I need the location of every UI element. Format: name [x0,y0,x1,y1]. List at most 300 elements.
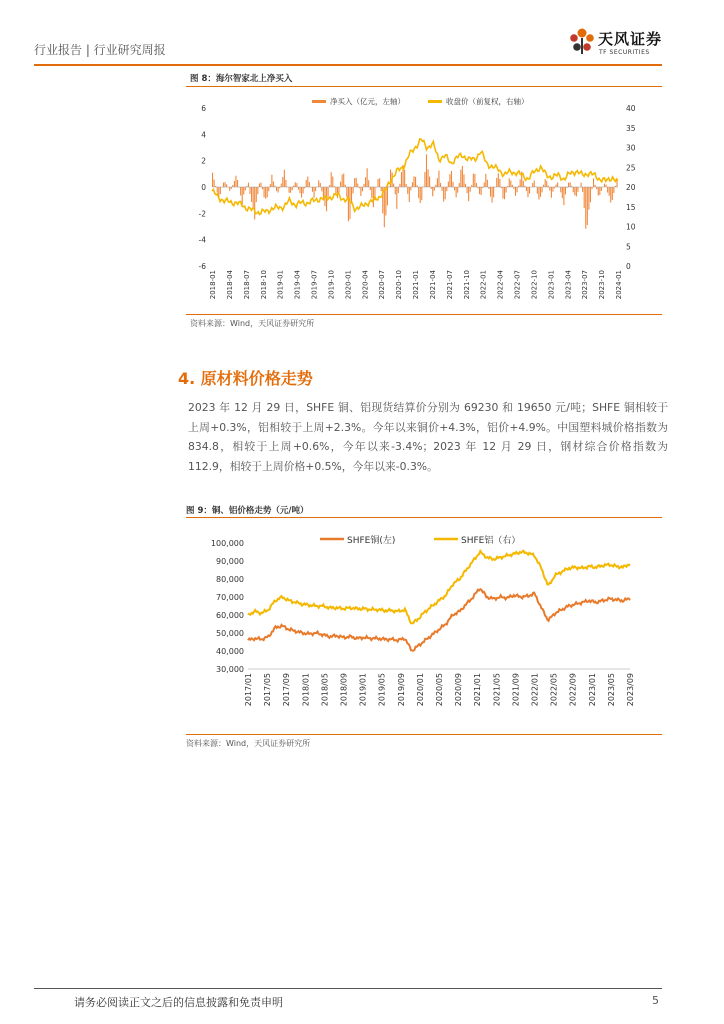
x-axis-tick-label: 2018/05 [320,673,330,707]
netbuy-bar [368,180,369,187]
netbuy-bar [249,187,250,194]
netbuy-bar [289,187,290,193]
netbuy-bar [242,187,243,205]
netbuy-bar [345,185,346,187]
x-axis-tick-label: 2022-10 [530,270,539,300]
netbuy-bar [551,187,552,198]
netbuy-bar [512,185,513,187]
netbuy-bar [451,171,452,187]
aluminum-price-line [248,551,630,624]
netbuy-bar [465,184,466,187]
x-axis-tick-label: 2020/05 [435,673,444,707]
netbuy-bar [363,184,364,187]
x-axis-tick-label: 2024-01 [615,270,623,300]
netbuy-bar [371,187,372,198]
netbuy-bar [493,187,494,197]
netbuy-bar [370,187,371,190]
netbuy-bar [463,174,464,187]
netbuy-bar [262,187,263,189]
left-axis-tick-label: 4 [201,130,206,140]
netbuy-bar [292,187,293,190]
netbuy-bar [299,187,300,193]
header-divider [34,64,662,66]
netbuy-bar [487,180,488,187]
y-axis-tick-label: 100,000 [210,539,244,548]
netbuy-bar [581,183,582,187]
netbuy-bar [243,187,244,194]
left-axis-tick-label: -2 [198,209,206,219]
netbuy-bar [234,181,235,187]
x-axis-tick-label: 2021-07 [445,270,454,300]
netbuy-bar [446,187,447,191]
netbuy-bar [427,169,428,187]
y-axis-tick-label: 90,000 [216,557,244,566]
x-axis-tick-label: 2018/01 [301,673,311,707]
netbuy-bar [484,182,485,187]
netbuy-bar [540,187,541,197]
left-axis-tick-label: 6 [201,104,206,113]
legend-netbuy-label: 净买入（亿元，左轴） [330,97,405,106]
x-axis-tick-label: 2020-07 [378,270,387,300]
netbuy-bar [378,179,379,187]
netbuy-bar [318,180,319,187]
netbuy-bar [562,187,563,198]
netbuy-bar [329,185,330,187]
x-axis-tick-label: 2022/05 [549,673,559,707]
netbuy-bar [448,181,449,187]
x-axis-tick-label: 2019-07 [310,270,319,300]
netbuy-bar [237,180,238,187]
netbuy-bar [517,187,518,192]
netbuy-bar [296,183,297,187]
netbuy-bar [434,187,435,191]
netbuy-bar [563,187,564,205]
netbuy-bar [470,187,471,192]
netbuy-bar [365,177,366,187]
netbuy-bar [479,187,480,194]
netbuy-bar [362,187,363,191]
netbuy-bar [256,187,257,202]
netbuy-bar [588,187,589,210]
legend-aluminum-label: SHFE铝（右） [461,536,521,546]
x-axis-tick-label: 2023-04 [564,270,573,300]
netbuy-bar [271,175,272,187]
netbuy-bar [546,181,547,187]
netbuy-bar [251,187,252,202]
x-axis-tick-label: 2022-04 [496,270,505,300]
figure8-top-rule [186,86,662,87]
netbuy-bar [278,187,279,192]
netbuy-bar [267,187,268,197]
netbuy-bar [223,183,224,187]
x-axis-tick-label: 2018-07 [242,270,251,300]
x-axis-tick-label: 2018-04 [225,270,234,300]
netbuy-bar [214,180,215,187]
netbuy-bar [340,182,341,187]
figure9-bottom-rule [186,734,662,735]
netbuy-bar [591,187,592,189]
netbuy-bar [395,187,396,194]
netbuy-bar [481,187,482,195]
netbuy-bar [335,187,336,194]
netbuy-bar [596,187,597,189]
x-axis-tick-label: 2023-01 [547,270,556,300]
netbuy-bar [490,187,491,197]
netbuy-bar [467,187,468,193]
right-axis-tick-label: 15 [626,202,636,212]
x-axis-tick-label: 2019-01 [276,270,285,300]
netbuy-bar [360,187,361,196]
netbuy-bar [595,185,596,187]
netbuy-bar [545,179,546,187]
netbuy-bar [527,187,528,197]
section-paragraph: 2023 年 12 月 29 日，SHFE 铜、铝现货结算价分别为 69230 和 19650 元/吨；SHFE 铜相较于上周+0.3%，铝相较于上周+2.3%。今年以来铜价+4.3%，铝价+4.9%。中国塑料城价格指数为 834.8，相较于上周+0.6%，今年以来-3.4%；2023 年 12 月 29 日，钢材综合价格指数为 112.9，相较于上周价格+0.5%，今年以来-0.3%。 [188,401,668,473]
netbuy-bar [385,187,386,216]
x-axis-tick-label: 2017/09 [282,673,292,707]
x-axis-tick-label: 2018-10 [259,270,268,300]
x-axis-tick-label: 2021/09 [511,673,521,707]
left-axis-tick-label: 2 [201,156,206,166]
y-axis-tick-label: 80,000 [216,575,244,584]
netbuy-bar [303,187,304,193]
netbuy-bar [435,185,436,187]
x-axis-tick-label: 2023/09 [626,673,635,707]
netbuy-bar [593,178,594,187]
netbuy-bar [418,187,419,198]
footer-divider [34,988,662,989]
netbuy-bar [549,187,550,191]
netbuy-bar [281,184,282,187]
x-axis-tick-label: 2019/01 [358,673,368,707]
x-axis-tick-label: 2022/09 [568,673,578,707]
left-axis-tick-label: -6 [198,262,206,271]
netbuy-bar [440,183,441,187]
right-axis-tick-label: 30 [626,143,636,153]
x-axis-tick-label: 2017/05 [263,673,273,707]
netbuy-bar [438,171,439,187]
x-axis-tick-label: 2020-01 [344,270,353,300]
netbuy-bar [265,187,266,199]
netbuy-bar [537,187,538,194]
netbuy-bar [273,181,274,187]
netbuy-bar [612,187,613,200]
x-axis-tick-label: 2022/01 [530,673,540,707]
netbuy-bar [442,187,443,191]
netbuy-bar [473,174,474,187]
netbuy-bar [253,187,254,209]
netbuy-bar [445,187,446,199]
y-axis-tick-label: 50,000 [216,629,244,638]
netbuy-bar [520,179,521,187]
netbuy-bar [474,174,475,187]
netbuy-bar [290,187,291,193]
netbuy-bar [568,183,569,187]
left-axis-tick-label: -4 [198,235,206,245]
netbuy-bar [476,183,477,187]
netbuy-bar [574,187,575,195]
x-axis-tick-label: 2021-01 [412,270,420,300]
report-header: 行业报告 | 行业研究周报 [34,43,166,57]
disclaimer-text: 请务必阅读正文之后的信息披露和免责申明 [74,996,283,1009]
netbuy-bar [306,180,307,187]
netbuy-bar [449,174,450,187]
netbuy-bar [454,187,455,190]
netbuy-bar [295,182,296,187]
right-axis-tick-label: 0 [626,262,631,271]
netbuy-bar [576,187,577,196]
netbuy-bar [298,187,299,190]
netbuy-bar [240,187,241,195]
price-line [212,139,618,215]
netbuy-bar [285,180,286,187]
netbuy-bar [529,187,530,194]
netbuy-bar [462,166,463,187]
netbuy-bar [610,187,611,203]
x-axis-tick-label: 2021/01 [473,673,483,707]
netbuy-bar [502,187,503,199]
netbuy-bar [498,173,499,187]
netbuy-bar [410,187,411,190]
page-number: 5 [652,994,659,1007]
netbuy-bar [541,187,542,192]
netbuy-bar [560,187,561,192]
netbuy-bar [492,187,493,203]
x-axis-tick-label: 2020-04 [361,270,370,300]
x-axis-tick-label: 2023-07 [581,270,590,300]
netbuy-bar [413,176,414,187]
netbuy-bar [406,184,407,187]
netbuy-bar [496,178,497,187]
x-axis-tick-label: 2020/01 [415,673,425,707]
netbuy-bar [320,183,321,187]
netbuy-bar [212,173,213,187]
copper-price-line [248,589,630,651]
netbuy-bar [307,177,308,187]
netbuy-bar [393,184,394,187]
x-axis-tick-label: 2021-04 [428,270,437,300]
netbuy-bar [459,183,460,187]
netbuy-bar [456,187,457,197]
netbuy-bar [248,183,249,187]
netbuy-bar [526,187,527,191]
x-axis-tick-label: 2021-10 [462,270,471,300]
figure8-title: 图 8：海尔智家北上净买入 [190,74,293,84]
x-axis-tick-label: 2019/05 [377,673,387,707]
netbuy-bar [590,187,591,202]
right-axis-tick-label: 10 [626,222,636,232]
legend-netbuy-swatch [312,100,326,103]
netbuy-bar [338,187,339,193]
netbuy-bar [217,187,218,193]
netbuy-bar [412,182,413,187]
netbuy-bar [515,187,516,196]
x-axis-tick-label: 2019-04 [293,270,302,300]
netbuy-bar [509,178,510,187]
netbuy-bar [224,182,225,187]
y-axis-tick-label: 70,000 [216,593,244,602]
netbuy-bar [357,184,358,187]
netbuy-bar [232,185,233,187]
netbuy-bar [314,187,315,198]
netbuy-bar [301,187,302,198]
figure9-top-rule [186,517,662,518]
netbuy-bar [601,187,602,191]
netbuy-bar [260,183,261,187]
netbuy-bar [398,187,399,193]
figure8-chart [186,90,662,312]
netbuy-bar [457,187,458,193]
logo-name-en: TF SECURITIES [599,49,650,56]
netbuy-bar [538,187,539,199]
section-title: 4. 原材料价格走势 [178,369,313,388]
netbuy-bar [557,182,558,187]
netbuy-bar [343,174,344,187]
netbuy-bar [315,187,316,191]
netbuy-bar [332,177,333,187]
netbuy-bar [584,187,585,208]
netbuy-bar [312,187,313,192]
netbuy-bar [432,187,433,196]
netbuy-bar [353,187,354,193]
netbuy-bar [309,182,310,187]
right-axis-tick-label: 25 [626,163,636,173]
figure9-title: 图 9：铜、铝价格走势（元/吨） [186,506,309,516]
netbuy-bar [552,187,553,192]
x-axis-tick-label: 2020/09 [454,673,464,707]
right-axis-tick-label: 5 [626,242,631,252]
netbuy-bar [577,187,578,192]
netbuy-bar [354,178,355,187]
netbuy-bar [460,170,461,187]
netbuy-bar [348,187,349,221]
x-axis-tick-label: 2018/09 [339,673,349,707]
right-axis-tick-label: 20 [626,183,636,192]
netbuy-bar [245,187,246,190]
netbuy-bar [270,184,271,187]
netbuy-bar [437,178,438,187]
netbuy-bar [504,187,505,199]
netbuy-bar [235,176,236,187]
netbuy-bar [379,178,380,187]
netbuy-bar [254,187,255,219]
netbuy-bar [420,187,421,203]
netbuy-bar [510,181,511,187]
netbuy-bar [452,182,453,187]
netbuy-bar [587,187,588,225]
netbuy-bar [409,187,410,202]
netbuy-bar [523,181,524,187]
netbuy-bar [607,187,608,193]
netbuy-bar [229,187,230,191]
figure9-chart [186,521,662,731]
netbuy-bar [582,187,583,192]
x-axis-tick-label: 2022-01 [479,270,488,300]
netbuy-bar [399,184,400,187]
netbuy-bar [396,187,397,209]
netbuy-bar [604,184,605,187]
netbuy-bar [384,187,385,227]
figure8-bottom-rule [186,314,662,315]
y-axis-tick-label: 40,000 [216,647,244,656]
netbuy-bar [609,187,610,196]
netbuy-bar [613,187,614,193]
netbuy-bar [570,182,571,187]
netbuy-bar [346,187,347,197]
netbuy-bar [606,185,607,187]
netbuy-bar [556,184,557,187]
x-axis-tick-label: 2023-10 [598,270,607,300]
netbuy-bar [351,187,352,204]
netbuy-bar [532,183,533,187]
netbuy-bar [426,154,427,187]
flower-logo-icon [568,24,596,60]
netbuy-bar [276,187,277,191]
netbuy-bar [485,174,486,187]
netbuy-bar [415,177,416,187]
netbuy-bar [220,187,221,194]
company-logo [568,24,668,62]
netbuy-bar [381,187,382,191]
x-axis-tick-label: 2018-01 [209,270,217,300]
x-axis-tick-label: 2019-10 [327,270,336,300]
netbuy-bar [328,187,329,198]
x-axis-tick-label: 2020-10 [395,270,404,300]
netbuy-bar [342,175,343,187]
netbuy-bar [407,187,408,194]
netbuy-bar [321,187,322,191]
left-axis-tick-label: 0 [201,183,206,192]
netbuy-bar [257,187,258,194]
netbuy-bar [404,170,405,187]
netbuy-bar [573,187,574,192]
netbuy-bar [585,187,586,229]
netbuy-bar [616,180,617,187]
netbuy-bar [506,187,507,193]
right-axis-tick-label: 35 [626,123,636,133]
netbuy-bar [282,177,283,187]
netbuy-bar [599,187,600,195]
legend-copper-label: SHFE铜(左) [347,536,396,546]
x-axis-tick-label: 2017/01 [244,673,253,707]
netbuy-bar [367,168,368,187]
netbuy-bar [468,187,469,201]
figure8-source: 资料来源：Wind，天风证券研究所 [190,319,315,328]
legend-price-label: 收盘价（前复权，右轴） [446,97,529,106]
right-axis-tick-label: 40 [626,104,636,113]
netbuy-bar [226,184,227,187]
netbuy-bar [356,178,357,187]
netbuy-bar [543,185,544,187]
netbuy-bar [424,172,425,187]
logo-name-cn: 天风证券 [598,30,663,48]
netbuy-bar [259,184,260,187]
x-axis-tick-label: 2021/05 [492,673,502,707]
netbuy-bar [565,187,566,194]
x-axis-tick-label: 2019/09 [396,673,406,707]
x-axis-tick-label: 2022-07 [513,270,522,300]
x-axis-tick-label: 2023/01 [587,673,597,707]
netbuy-bar [499,179,500,187]
legend-price-swatch [428,100,442,103]
netbuy-bar [331,172,332,187]
netbuy-bar [268,187,269,191]
netbuy-bar [421,187,422,200]
netbuy-bar [443,187,444,202]
figure9-source: 资料来源：Wind，天风证券研究所 [186,739,311,748]
netbuy-bar [429,177,430,187]
netbuy-bar [598,187,599,196]
netbuy-bar [387,187,388,205]
